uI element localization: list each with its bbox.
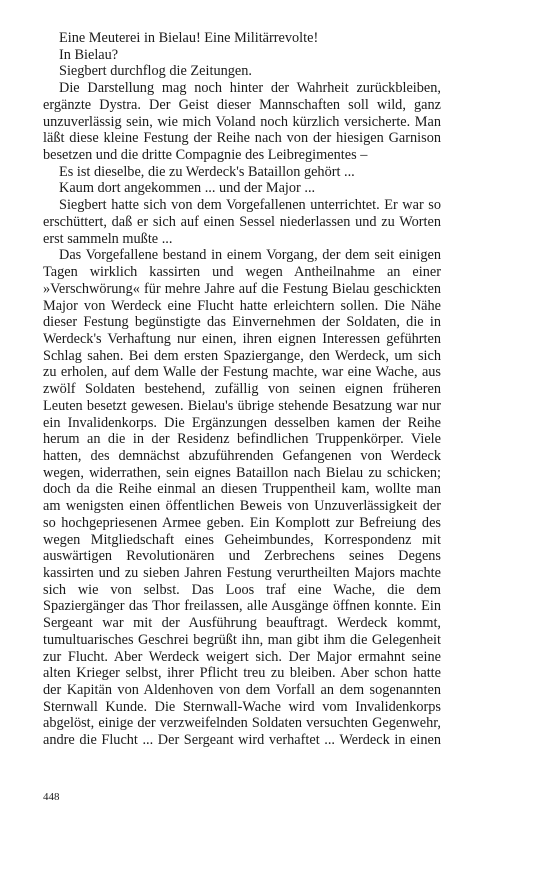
page-number: 448 — [43, 791, 60, 803]
paragraph: Es ist dieselbe, die zu Werdeck's Bataillon gehört ... — [59, 163, 355, 180]
paragraph: Kaum dort angekommen ... und der Major ... — [59, 180, 316, 197]
paragraph: In Bielau? — [59, 46, 119, 63]
paragraph: Siegbert durchflog die Zeitungen. — [59, 63, 252, 80]
paragraph: Eine Meuterei in Bielau! Eine Militärrevolte! — [59, 30, 319, 46]
paragraph: Das Vorgefallene bestand in einem Vorgang, der dem seit einigen Tagen wirklich kassirten und wegen Antheilnahme an einer »Verschwörung« für mehre Jahre auf die Festung Bielau geschickten Major von Werdeck eine Flucht hatte erleichtern sollen. Die Nähe dieser Festung begünstigte das Einvernehmen der Soldaten, die in Werdeck's Verhaftung nur einen, ihren eignen Interessen geführten Schlag sahen. Bei dem ersten Spaziergange, den Werdeck, um sich zu erholen, auf dem Walle der Festung machte, war eine Wache, aus zwölf Soldaten bestehend, zufällig von seinen eignen früheren Leuten besetzt gewesen. Bielau's übrige stehende Besatzung war nur ein Invalidenkorps. Die Ergänzungen desselben kamen der Reihe herum an die in der Residenz befindlichen Truppenkörper. Viele hatten, des demnächst abzuführenden Gefangenen von Werdeck wegen, widerrathen, sein eignes Bataillon nach Bielau zu schicken; doch da die Reihe einmal an diesen Truppentheil kam, wollte man am wenigsten einen öffentlichen Beweis von Unzuverlässigkeit der so hochgepriesenen Armee geben. Ein Komplott zur Befreiung des wegen Mitgliedschaft eines Geheimbundes, Korrespondenz mit auswärtigen Revolutionären und Zerbrechens seines Degens kassirten und zu sieben Jahren Festung verurtheilten Majors machte sich wie von selbst. Das Loos traf eine Wache, die dem Spaziergänger das Thor freilassen, alle Ausgänge öffnen konnte. Ein Sergeant war mit der Ausführung beauftragt. Werdeck kommt, tumultuarisches Geschrei begrüßt ihn, man gibt ihm die Gelegenheit zur Flucht. Aber Werdeck weigert sich. Der Major ermahnt seine alten Krieger selbst, ihrer Pflicht treu zu bleiben. Aber schon hatte der Kapitän von Aldenhoven von dem Vorfall an dem sogenannten Sternwall Kunde. Die Sternwall-Wache wird vom Invalidenkorps abgelöst, einige der verzweifelnden Soldaten versuchten Gegenwehr, andre die Flucht ... Der Sergeant wird verhaftet ... Werdeck in einen — [43, 247, 441, 749]
paragraph: Siegbert hatte sich von dem Vorgefallenen unterrichtet. Er war so erschüttert, daß er sich auf einen Sessel niederlassen und zu Worten erst sammeln mußte ... — [43, 197, 441, 247]
body-text — [43, 30, 441, 749]
paragraph: Die Darstellung mag noch hinter der Wahrheit zurückbleiben, ergänzte Dystra. Der Geist dieser Mannschaften soll wild, ganz unzuverlässig sein, wie mich Voland noch kürzlich versicherte. Man läßt diese kleine Festung der Reihe nach von der hiesigen Garnison besetzen und die dritte Compagnie des Leibregimentes – — [43, 80, 441, 164]
